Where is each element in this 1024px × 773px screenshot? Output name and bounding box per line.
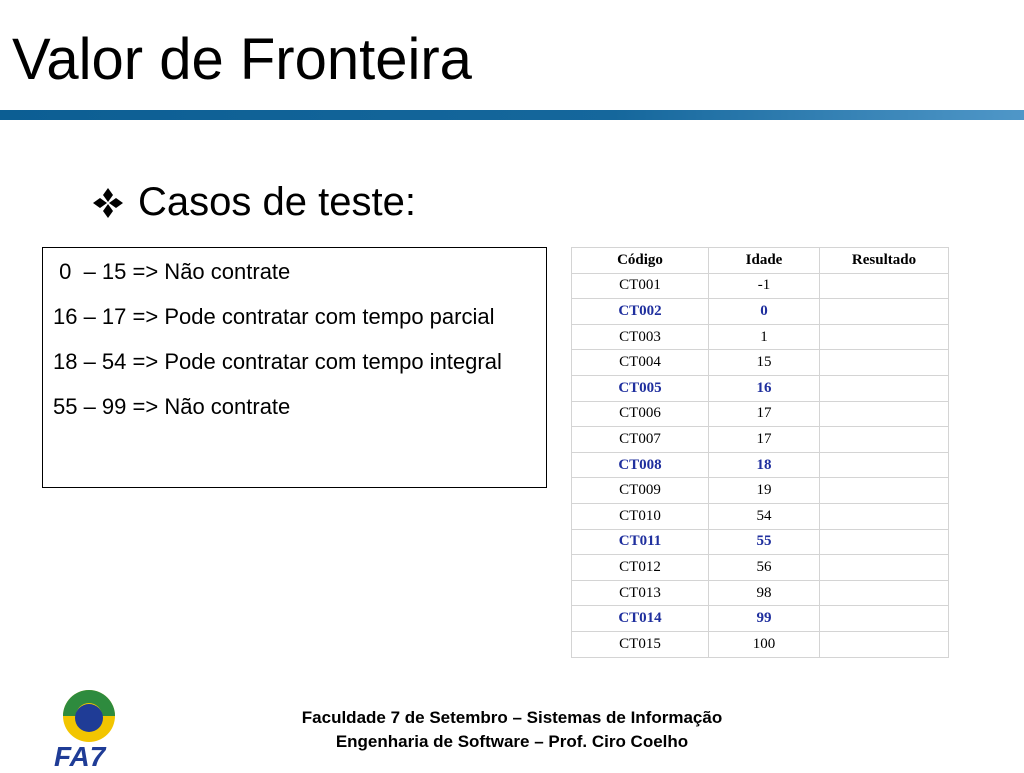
rule-line: 16 – 17 => Pode contratar com tempo parcial [53, 304, 495, 329]
cell-codigo: CT012 [572, 555, 709, 581]
cell-codigo: CT015 [572, 631, 709, 657]
fa7-logo [52, 688, 130, 773]
cell-idade: 0 [709, 299, 820, 325]
header-resultado: Resultado [820, 248, 949, 274]
cell-idade: 1 [709, 324, 820, 350]
diamond-bullet-icon [92, 187, 124, 219]
bullet-heading-text: Casos de teste: [138, 180, 416, 224]
table-row [572, 478, 949, 504]
test-cases-table-wrap [571, 247, 948, 658]
cell-idade: 55 [709, 529, 820, 555]
cell-codigo: CT007 [572, 427, 709, 453]
table-body [572, 273, 949, 657]
table-row [572, 529, 949, 555]
cell-idade: 56 [709, 555, 820, 581]
table-row [572, 631, 949, 657]
footer [250, 706, 774, 754]
logo-text: FA7 [54, 741, 106, 768]
cell-idade: 100 [709, 631, 820, 657]
cell-idade: 99 [709, 606, 820, 632]
test-cases-table [571, 247, 949, 658]
cell-resultado [820, 555, 949, 581]
cell-codigo: CT013 [572, 580, 709, 606]
footer-line-2: Engenharia de Software – Prof. Ciro Coelho [335, 732, 689, 751]
cell-resultado [820, 375, 949, 401]
cell-resultado [820, 606, 949, 632]
cell-resultado [820, 273, 949, 299]
table-row [572, 299, 949, 325]
cell-resultado [820, 580, 949, 606]
title-underline-bar [0, 110, 1024, 120]
table-row [572, 503, 949, 529]
header-codigo: Código [572, 248, 709, 274]
table-row [572, 273, 949, 299]
table-header-row [572, 248, 949, 274]
cell-codigo: CT003 [572, 324, 709, 350]
cell-resultado [820, 452, 949, 478]
cell-idade: 15 [709, 350, 820, 376]
rule-line: 18 – 54 => Pode contratar com tempo integral [53, 349, 502, 374]
cell-codigo: CT006 [572, 401, 709, 427]
cell-resultado [820, 631, 949, 657]
cell-codigo: CT008 [572, 452, 709, 478]
rule-line: 55 – 99 => Não contrate [53, 394, 291, 419]
cell-codigo: CT014 [572, 606, 709, 632]
cell-resultado [820, 503, 949, 529]
cell-resultado [820, 299, 949, 325]
table-row [572, 350, 949, 376]
cell-codigo: CT001 [572, 273, 709, 299]
table-row [572, 427, 949, 453]
cell-codigo: CT004 [572, 350, 709, 376]
cell-codigo: CT009 [572, 478, 709, 504]
cell-idade: -1 [709, 273, 820, 299]
cell-resultado [820, 529, 949, 555]
footer-line-1: Faculdade 7 de Setembro – Sistemas de Informação [301, 708, 723, 727]
cell-idade: 17 [709, 401, 820, 427]
cell-idade: 19 [709, 478, 820, 504]
table-row [572, 324, 949, 350]
table-row [572, 555, 949, 581]
cell-resultado [820, 324, 949, 350]
cell-codigo: CT011 [572, 529, 709, 555]
header-idade: Idade [709, 248, 820, 274]
rule-line: 0 – 15 => Não contrate [53, 259, 291, 284]
table-row [572, 452, 949, 478]
cell-idade: 18 [709, 452, 820, 478]
cell-resultado [820, 401, 949, 427]
cell-codigo: CT010 [572, 503, 709, 529]
cell-resultado [820, 350, 949, 376]
bullet-heading [92, 180, 416, 225]
cell-codigo: CT005 [572, 375, 709, 401]
cell-codigo: CT002 [572, 299, 709, 325]
table-row [572, 401, 949, 427]
table-row [572, 580, 949, 606]
cell-idade: 98 [709, 580, 820, 606]
fa7-logo-icon [52, 688, 130, 768]
cell-idade: 16 [709, 375, 820, 401]
table-row [572, 606, 949, 632]
table-row [572, 375, 949, 401]
slide-title: Valor de Fronteira [12, 27, 472, 92]
cell-resultado [820, 478, 949, 504]
cell-idade: 17 [709, 427, 820, 453]
rules-box [42, 247, 547, 488]
cell-resultado [820, 427, 949, 453]
cell-idade: 54 [709, 503, 820, 529]
